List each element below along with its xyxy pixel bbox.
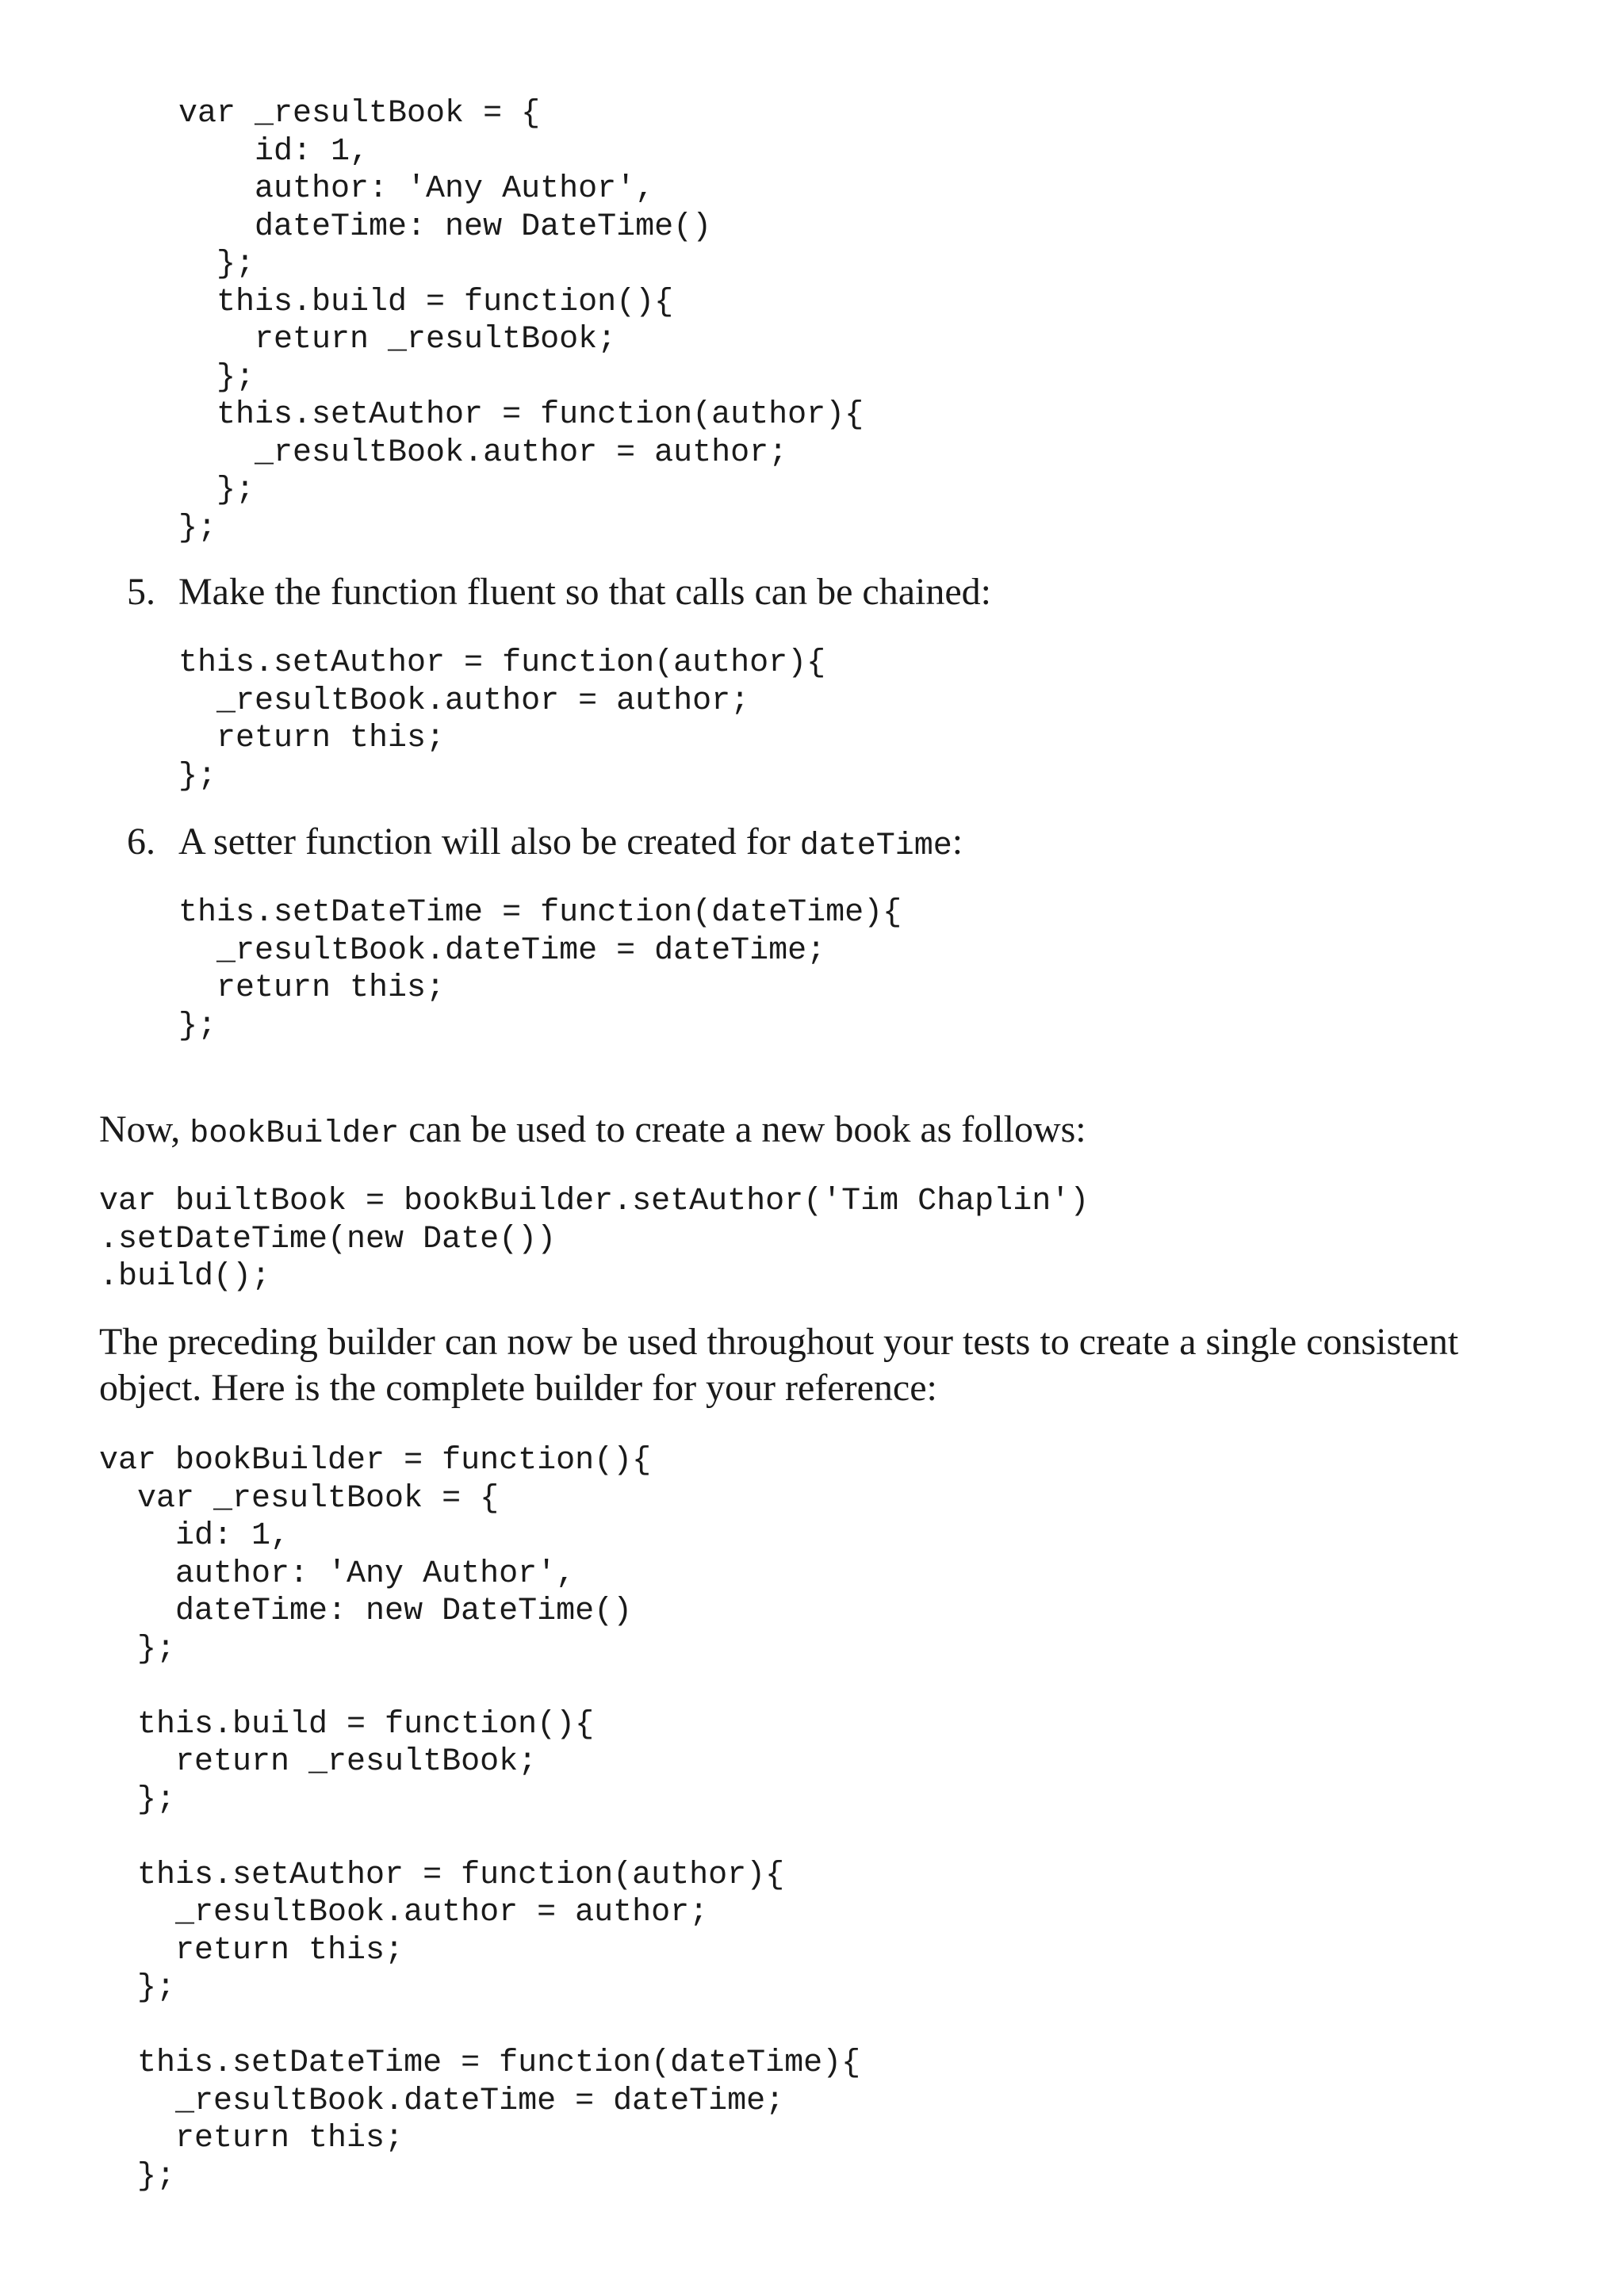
step-number-5: 5. [127, 571, 155, 613]
usage-intro-paragraph [99, 1107, 1086, 1158]
inline-code-datetime: dateTime [799, 828, 952, 864]
step-6-text-after: : [952, 821, 963, 863]
code-block-fluent-setter: this.setAuthor = function(author){ _resultBook.author = author; return this; }; [178, 645, 826, 794]
code-block-complete-builder: var bookBuilder = function(){ var _resultBook = { id: 1, author: 'Any Author', dateTime: new DateTime() }; this.build = function(){ return _resultBook; }; this.setAuthor = function(author){ _resultBook.author = author; return this; }; this.setDateTime = function(dateTime){ _resultBook.dateTime = dateTime; return this; }; [99, 1443, 861, 2195]
inline-code-bookbuilder: bookBuilder [190, 1116, 400, 1152]
step-number-6: 6. [127, 821, 155, 863]
step-5-text: Make the function fluent so that calls can be chained: [178, 571, 991, 613]
step-6-text-before: A setter function will also be created for [178, 821, 800, 863]
step-6-text [178, 819, 963, 870]
code-block-usage-example: var builtBook = bookBuilder.setAuthor('Tim Chaplin') .setDateTime(new Date()) .build(); [99, 1184, 1090, 1295]
code-block-result-book: var _resultBook = { id: 1, author: 'Any Author', dateTime: new DateTime() }; this.build = function(){ return _resultBook; }; this.setAuthor = function(author){ _resultBook.author = author; }; }; [178, 96, 864, 546]
usage-intro-after: can be used to create a new book as follows: [399, 1108, 1086, 1150]
complete-builder-intro: The preceding builder can now be used throughout your tests to create a single consistent object. Here is the complete builder for your reference: [99, 1321, 1459, 1409]
usage-intro-before: Now, [99, 1108, 190, 1150]
code-block-datetime-setter: this.setDateTime = function(dateTime){ _resultBook.dateTime = dateTime; return this; }; [178, 895, 902, 1044]
